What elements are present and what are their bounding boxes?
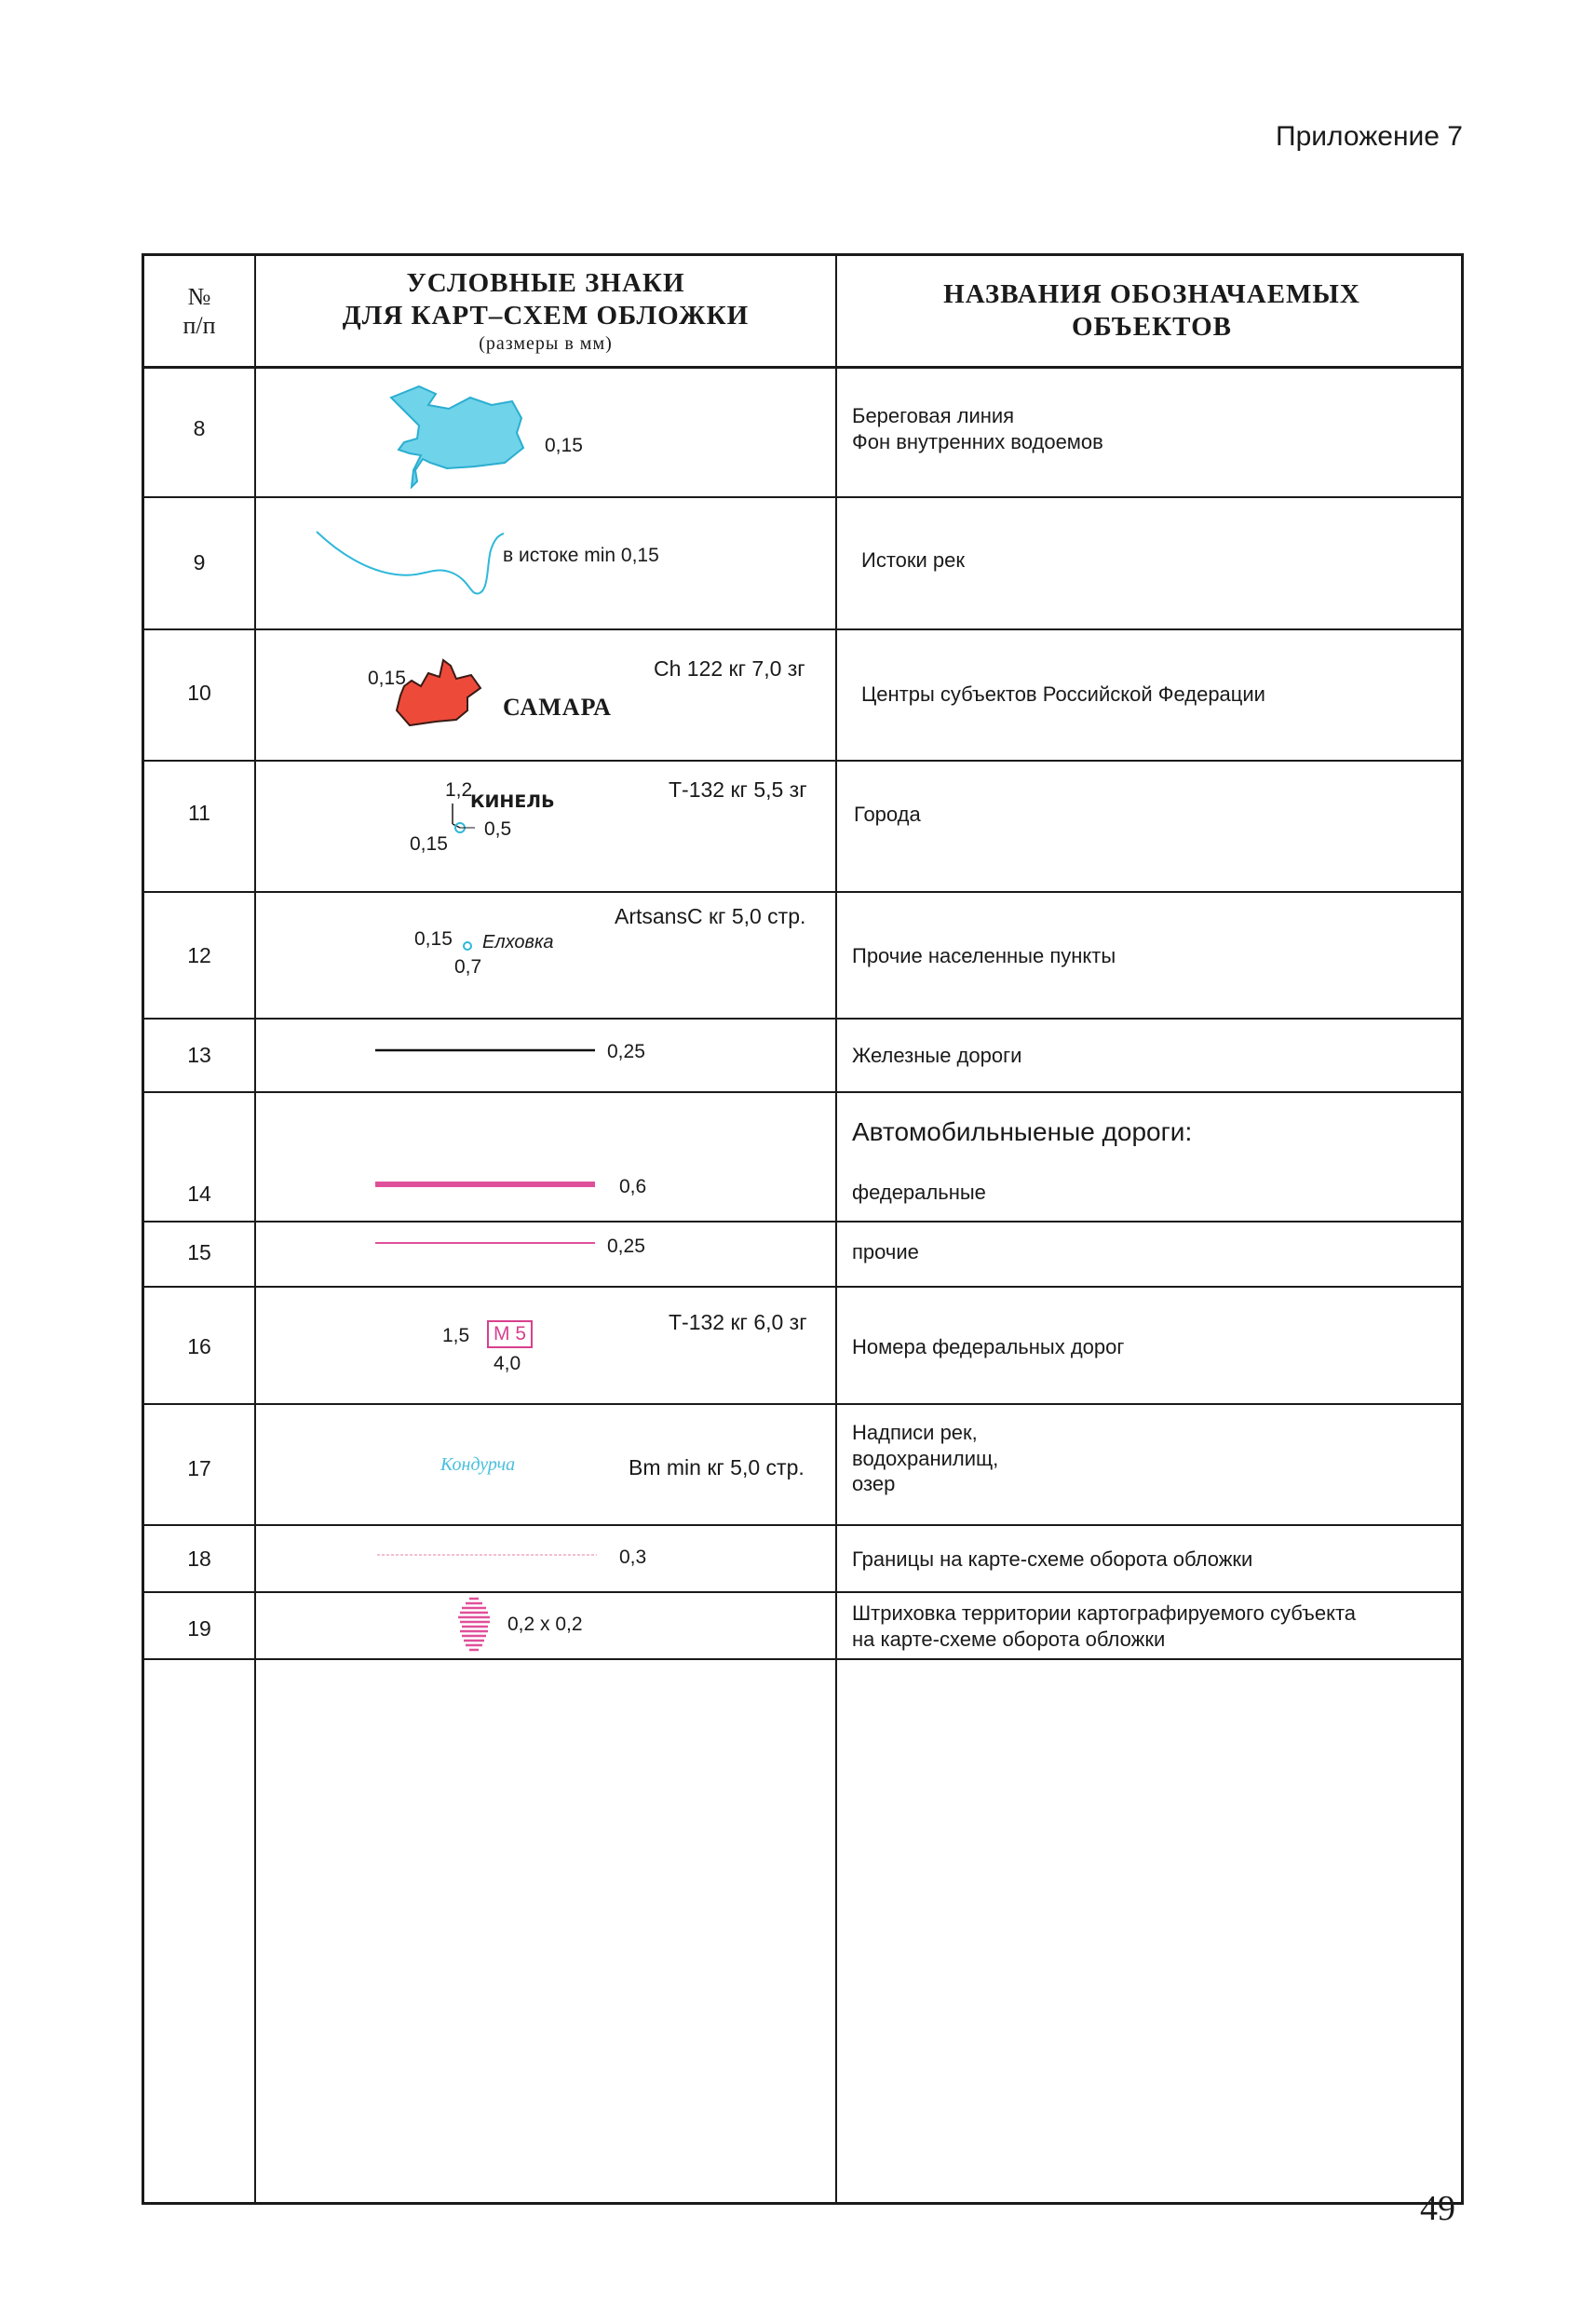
object-name-line: водохранилищ, [852, 1446, 999, 1470]
header-names [837, 256, 1467, 366]
row-number: 9 [193, 550, 206, 574]
object-name-line: озер [852, 1472, 896, 1495]
row-number: 16 [187, 1334, 211, 1358]
size-label: 0,5 [484, 818, 512, 840]
row-divider [144, 891, 1461, 893]
border-line-symbol [377, 1552, 601, 1558]
header-names-line2: ОБЪЕКТОВ [1071, 312, 1233, 342]
header-number-sign: № [187, 282, 211, 310]
font-spec: Ch 122 кг 7,0 зг [654, 656, 805, 681]
object-name-line: Береговая линия [852, 404, 1015, 427]
row-divider [144, 366, 1461, 369]
header-number [144, 256, 254, 366]
row-divider [144, 1591, 1461, 1593]
object-name [852, 1334, 1124, 1360]
font-spec: Т-132 кг 5,5 зг [669, 777, 807, 802]
header-symbols [256, 256, 835, 366]
size-label: 0,15 [368, 668, 406, 689]
object-name-line: Железные дороги [852, 1044, 1022, 1067]
size-label: 1,5 [442, 1325, 470, 1346]
object-name-line: Границы на карте-схеме оборота обложки [852, 1547, 1253, 1571]
row-number: 8 [193, 416, 206, 440]
row-number: 15 [187, 1240, 211, 1264]
settlement-symbol [461, 939, 474, 952]
header-number-abbr: п/п [183, 312, 216, 339]
size-label: 0,25 [607, 1041, 645, 1062]
appendix-label: Приложение 7 [1276, 121, 1463, 152]
font-spec: Bm min кг 5,0 стр. [629, 1455, 805, 1479]
federal-road-symbol [375, 1178, 599, 1191]
size-label: 0,15 [414, 928, 453, 950]
row-number: 10 [187, 681, 211, 705]
row-divider [144, 496, 1461, 498]
row-divider [144, 1286, 1461, 1288]
object-name-line: Истоки рек [861, 548, 965, 572]
row-number: 19 [187, 1616, 211, 1641]
object-name-line: Штриховка территории картографируемого субъекта [852, 1601, 1357, 1625]
column-divider [835, 256, 837, 2202]
size-label: в истоке min 0,15 [503, 545, 659, 566]
settlement-sample-label: Елховка [482, 932, 554, 952]
legend-table [142, 253, 1464, 2205]
size-label: 0,7 [454, 956, 482, 978]
row-divider [144, 1658, 1461, 1660]
hatching-symbol [456, 1597, 494, 1655]
road-number-badge: М 5 [487, 1320, 533, 1348]
object-name [861, 682, 1265, 708]
object-name [852, 1420, 998, 1497]
city-symbol [447, 804, 484, 841]
page-number: 49 [1420, 2189, 1455, 2228]
object-name-line: Центры субъектов Российской Федерации [861, 682, 1265, 706]
header-names-line1: НАЗВАНИЯ ОБОЗНАЧАЕМЫХ [943, 279, 1360, 310]
city-sample-label: САМАРА [503, 694, 612, 721]
header-symbols-line2: ДЛЯ КАРТ–СХЕМ ОБЛОЖКИ [342, 301, 750, 331]
column-divider [254, 256, 256, 2202]
row-number: 18 [187, 1547, 211, 1571]
font-spec: ArtsansC кг 5,0 стр. [615, 904, 806, 928]
object-name [852, 943, 1116, 969]
object-name-line: Номера федеральных дорог [852, 1335, 1125, 1358]
object-name-line: Автомобильныеные дороги: [852, 1117, 1193, 1146]
row-number: 13 [187, 1043, 211, 1067]
object-name [852, 1239, 919, 1265]
object-name [852, 1547, 1252, 1573]
coastline-water-symbol [382, 377, 540, 489]
object-name [852, 1601, 1356, 1652]
object-name-line: Города [854, 803, 921, 826]
header-symbols-line1: УСЛОВНЫЕ ЗНАКИ [406, 268, 685, 299]
object-name-line: Надписи рек, [852, 1421, 978, 1444]
other-road-symbol [375, 1238, 599, 1248]
row-divider [144, 1221, 1461, 1223]
river-label-sample: Кондурча [440, 1454, 516, 1475]
object-name [852, 403, 1103, 454]
row-number: 17 [187, 1456, 211, 1480]
row-divider [144, 760, 1461, 762]
row-divider [144, 628, 1461, 630]
object-name [854, 802, 921, 828]
city-sample-label: КИНЕЛЬ [470, 791, 555, 812]
object-name-line: прочие [852, 1240, 919, 1263]
font-spec: Т-132 кг 6,0 зг [669, 1310, 807, 1334]
object-name-line: федеральные [852, 1181, 986, 1204]
row-number: 12 [187, 943, 211, 967]
size-label: 0,2 x 0,2 [507, 1614, 583, 1635]
row-number: 14 [187, 1182, 211, 1206]
row-divider [144, 1091, 1461, 1093]
size-label: 0,3 [619, 1547, 647, 1568]
row-divider [144, 1403, 1461, 1405]
region-center-symbol [391, 655, 494, 729]
railway-line-symbol [375, 1046, 599, 1055]
object-name [852, 1180, 986, 1206]
object-name [852, 1043, 1021, 1069]
row-number: 11 [188, 801, 210, 825]
object-name-line: Прочие населенные пункты [852, 944, 1116, 967]
size-label: 4,0 [494, 1353, 521, 1374]
size-label: 0,15 [410, 833, 448, 855]
size-label: 0,6 [619, 1176, 647, 1197]
object-name-line: Фон внутренних водоемов [852, 429, 1103, 453]
row-divider [144, 1524, 1461, 1526]
object-name [861, 547, 965, 574]
size-label: 0,15 [545, 435, 583, 456]
row-divider [144, 1018, 1461, 1020]
header-symbols-units: (размеры в мм) [479, 332, 613, 354]
size-label: 0,25 [607, 1236, 645, 1257]
roads-heading [852, 1115, 1192, 1148]
size-label: 1,2 [445, 779, 473, 801]
object-name-line: на карте-схеме оборота обложки [852, 1627, 1166, 1651]
